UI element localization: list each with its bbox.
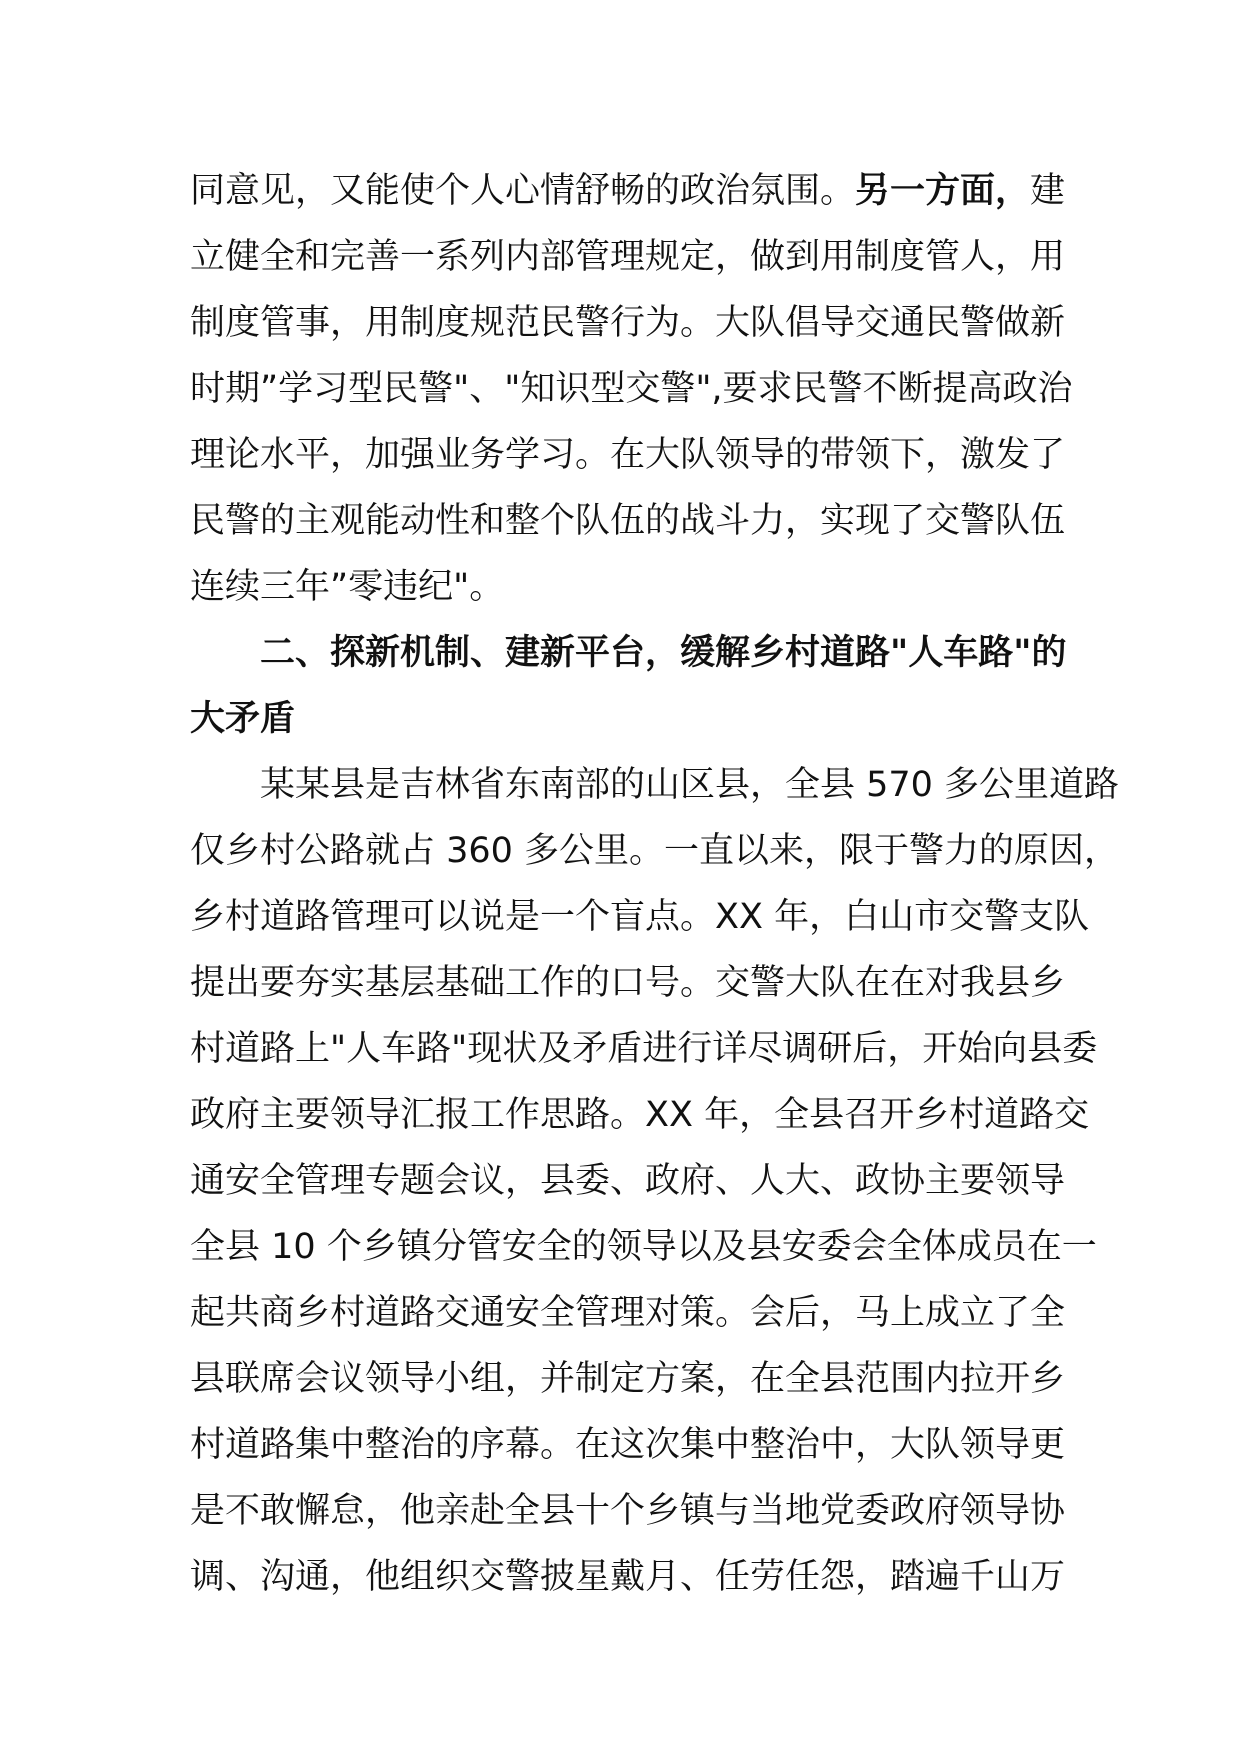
heading-line: 大矛盾 (190, 699, 296, 739)
text-line: 提出要夯实基层基础工作的口号。交警大队在在对我县乡 (190, 963, 1066, 1003)
text-line: 连续三年”零违纪"。 (190, 567, 505, 607)
text-line: 时期”学习型民警"、"知识型交警",要求民警不断提高政治 (190, 369, 1073, 409)
text-line: 起共商乡村道路交通安全管理对策。会后，马上成立了全 (190, 1293, 1066, 1333)
paragraph-1 (190, 158, 1073, 620)
text-line: 县联席会议领导小组，并制定方案，在全县范围内拉开乡 (190, 1359, 1066, 1399)
text-line: 民警的主观能动性和整个队伍的战斗力，实现了交警队伍 (190, 501, 1066, 541)
text-line: 理论水平，加强业务学习。在大队领导的带领下，激发了 (190, 435, 1066, 475)
paragraph-2 (190, 752, 1120, 1610)
text-line: 立健全和完善一系列内部管理规定，做到用制度管人，用 (190, 237, 1066, 277)
text-line (190, 158, 1066, 224)
text-line: 乡村道路管理可以说是一个盲点。XX 年，白山市交警支队 (190, 897, 1090, 937)
text-line: 通安全管理专题会议，县委、政府、人大、政协主要领导 (190, 1161, 1066, 1201)
document-page (190, 158, 1120, 1610)
section-heading (190, 620, 1067, 752)
bold-phrase: 另一方面， (855, 171, 1031, 211)
text-line: 全县 10 个乡镇分管安全的领导以及县安委会全体成员在一 (190, 1227, 1097, 1267)
text-line: 某某县是吉林省东南部的山区县，全县 570 多公里道路 (260, 765, 1120, 805)
text-run: 同意见，又能使个人心情舒畅的政治氛围。 (190, 171, 856, 211)
text-line: 是不敢懈怠，他亲赴全县十个乡镇与当地党委政府领导协 (190, 1491, 1066, 1531)
heading-line: 二、探新机制、建新平台，缓解乡村道路"人车路"的 (260, 633, 1067, 673)
text-line: 村道路集中整治的序幕。在这次集中整治中，大队领导更 (190, 1425, 1066, 1465)
text-line: 仅乡村公路就占 360 多公里。一直以来，限于警力的原因， (190, 831, 1120, 871)
text-line: 调、沟通，他组织交警披星戴月、任劳任怨，踏遍千山万 (190, 1557, 1066, 1597)
text-line: 制度管事，用制度规范民警行为。大队倡导交通民警做新 (190, 303, 1066, 343)
text-line: 政府主要领导汇报工作思路。XX 年，全县召开乡村道路交 (190, 1095, 1090, 1135)
text-run: 建 (1030, 171, 1066, 211)
text-line: 村道路上"人车路"现状及矛盾进行详尽调研后，开始向县委 (190, 1029, 1098, 1069)
